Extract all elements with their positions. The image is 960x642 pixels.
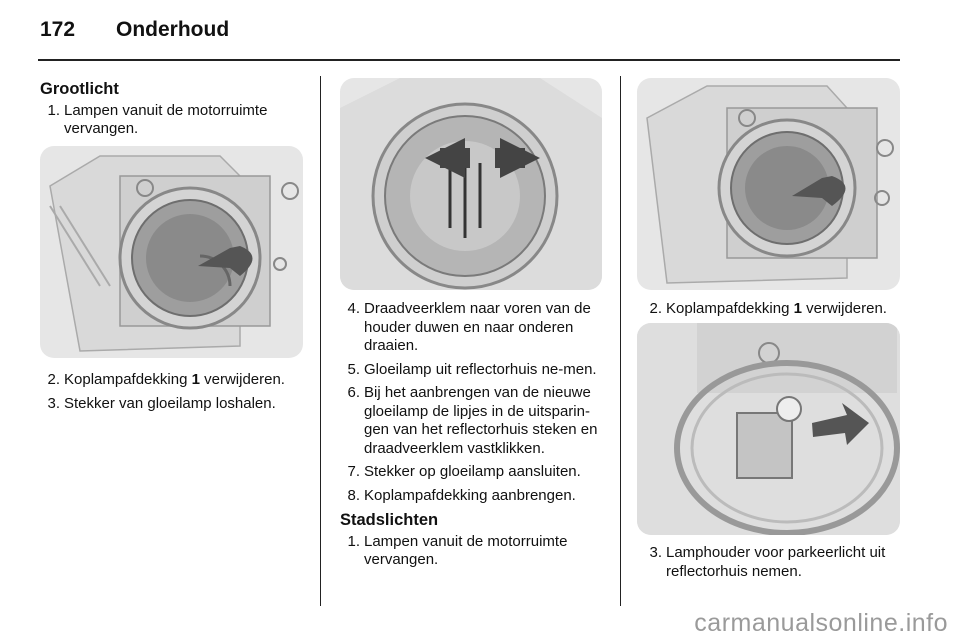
steps-list: [40, 102, 308, 139]
step-number: 2.: [47, 371, 60, 388]
figure-headlamp-cover-1: [40, 146, 303, 358]
header-rule: [38, 59, 900, 61]
step-number: 1.: [47, 101, 60, 119]
step-number: 5.: [347, 360, 360, 378]
column-3-lower: [642, 544, 902, 586]
page-title: Onderhoud: [116, 18, 230, 41]
list-item: [40, 395, 308, 414]
step-text: Stekker van gloeilamp loshalen.: [64, 394, 276, 412]
step-number: 3.: [47, 394, 60, 412]
step-number: 1.: [347, 532, 360, 550]
steps-list: [340, 300, 606, 505]
figure-parking-lamp-holder: [637, 323, 900, 535]
step-text: verwijderen.: [199, 371, 285, 388]
figure-bulb-clip: [340, 78, 602, 290]
step-text: Koplampafdekking aanbrengen.: [364, 486, 576, 504]
step-number: 4.: [347, 300, 360, 317]
page-number: 172: [40, 18, 76, 41]
step-number: 6.: [347, 384, 360, 401]
step-number: 8.: [347, 486, 360, 504]
step-text: Lampen vanuit de motorruimte vervangen.: [64, 101, 268, 137]
column-1-lower: [40, 371, 308, 418]
step-text: verwijderen.: [801, 300, 887, 317]
step-text: Stekker op gloeilamp aansluiten.: [364, 463, 581, 480]
figure-headlamp-cover-2: [637, 78, 900, 290]
step-text: Bij het aanbrengen van de nieuwe gloeilamp de lipjes in de uitsparin-gen van het reflectorhuis steken en draadveerklem vastklikken.: [364, 384, 598, 457]
section-heading-grootlicht: Grootlicht: [40, 80, 119, 98]
step-text: Koplampafdekking: [666, 300, 794, 317]
steps-list: [642, 544, 902, 581]
column-2: [340, 300, 606, 575]
column-divider-1: [320, 76, 321, 606]
step-number: 3.: [649, 544, 662, 561]
page-header: [40, 18, 229, 42]
step-text: Koplampafdekking: [64, 371, 192, 388]
step-ref-number: 1: [793, 300, 802, 317]
list-item: [642, 544, 902, 581]
list-item: [340, 384, 606, 458]
steps-list: [642, 300, 902, 319]
step-text: Gloeilamp uit reflectorhuis ne-men.: [364, 360, 597, 378]
steps-list: [40, 371, 308, 413]
list-item: [340, 300, 606, 356]
list-item: [340, 463, 606, 482]
list-item: [40, 102, 308, 139]
step-ref-number: 1: [191, 371, 200, 388]
section-heading-stadslichten: Stadslichten: [340, 511, 439, 529]
list-item: [340, 533, 606, 570]
list-item: [642, 300, 902, 319]
column-1: [40, 80, 308, 144]
step-number: 2.: [649, 300, 662, 317]
column-divider-2: [620, 76, 621, 606]
list-item: [40, 371, 308, 390]
list-item: [340, 361, 606, 380]
step-text: Lamphouder voor parkeerlicht uit reflectorhuis nemen.: [666, 544, 886, 580]
list-item: [340, 487, 606, 506]
step-text: Lampen vanuit de motorruimte vervangen.: [364, 532, 568, 568]
step-number: 7.: [347, 463, 360, 480]
watermark: carmanualsonline.info: [694, 609, 948, 637]
steps-list: [340, 533, 606, 570]
column-3: [642, 300, 902, 324]
step-text: Draadveerklem naar voren van de houder duwen en naar onderen draaien.: [364, 300, 591, 354]
